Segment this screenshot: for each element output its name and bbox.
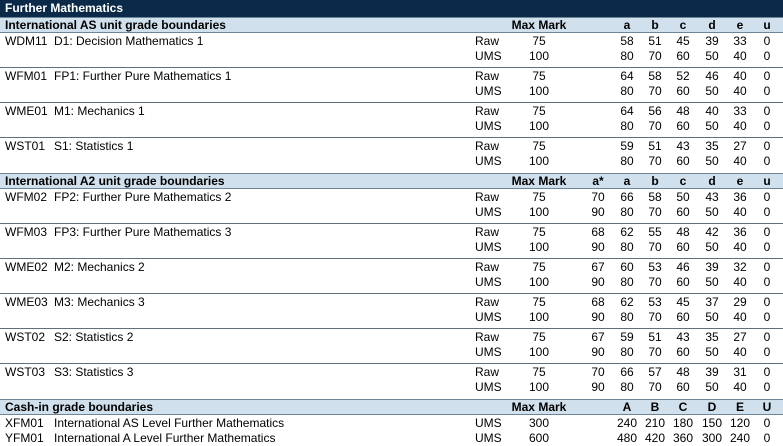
table-row bbox=[0, 139, 783, 154]
grade-mark-value: 37 bbox=[705, 295, 719, 309]
unit-code: WFM03 bbox=[5, 225, 47, 239]
mark-type-label: UMS bbox=[475, 345, 502, 359]
grade-mark-value: 40 bbox=[733, 345, 747, 359]
grade-mark-value: 90 bbox=[591, 380, 605, 394]
grade-mark-value: 53 bbox=[648, 295, 662, 309]
sheet-title: Further Mathematics bbox=[5, 1, 124, 15]
grade-mark-value: 80 bbox=[620, 84, 634, 98]
max-mark-value: 100 bbox=[528, 345, 550, 359]
grade-mark-value: 62 bbox=[620, 295, 634, 309]
grade-mark-value: 70 bbox=[648, 310, 662, 324]
unit-code: WDM11 bbox=[5, 34, 48, 48]
table-row bbox=[0, 190, 783, 205]
max-mark-value: 600 bbox=[528, 431, 550, 445]
mark-type-label: UMS bbox=[475, 49, 502, 63]
grade-mark-value: 60 bbox=[676, 345, 690, 359]
grade-mark-value: 40 bbox=[733, 49, 747, 63]
grade-mark-value: 51 bbox=[648, 34, 662, 48]
grade-mark-value: 0 bbox=[763, 416, 771, 430]
grade-mark-value: 0 bbox=[763, 225, 771, 239]
grade-mark-value: 70 bbox=[648, 49, 662, 63]
max-mark-value: 75 bbox=[532, 330, 546, 344]
grade-header: e bbox=[736, 174, 744, 188]
grade-mark-value: 90 bbox=[591, 275, 605, 289]
max-mark-value: 100 bbox=[528, 84, 550, 98]
unit-code: WST03 bbox=[5, 365, 46, 379]
grade-mark-value: 0 bbox=[763, 295, 771, 309]
grade-mark-value: 48 bbox=[676, 104, 690, 118]
mark-type-label: UMS bbox=[475, 275, 502, 289]
grade-mark-value: 42 bbox=[705, 225, 719, 239]
unit-code: WME03 bbox=[5, 295, 48, 309]
grade-mark-value: 48 bbox=[676, 225, 690, 239]
grade-header: E bbox=[735, 400, 744, 414]
grade-mark-value: 0 bbox=[763, 104, 771, 118]
grade-mark-value: 420 bbox=[644, 431, 666, 445]
unit-code: WFM02 bbox=[5, 190, 47, 204]
section-header bbox=[0, 17, 783, 33]
section-heading: International A2 unit grade boundaries bbox=[5, 174, 225, 188]
row-separator bbox=[0, 293, 783, 294]
grade-header: d bbox=[708, 18, 716, 32]
mark-type-label: Raw bbox=[475, 330, 500, 344]
grade-mark-value: 60 bbox=[676, 380, 690, 394]
max-mark-value: 75 bbox=[532, 365, 546, 379]
grade-mark-value: 0 bbox=[763, 190, 771, 204]
mark-type-label: UMS bbox=[475, 84, 502, 98]
table-row bbox=[0, 416, 783, 431]
max-mark-value: 75 bbox=[532, 190, 546, 204]
grade-mark-value: 120 bbox=[729, 416, 751, 430]
grade-mark-value: 40 bbox=[733, 275, 747, 289]
table-row bbox=[0, 345, 783, 360]
grade-mark-value: 60 bbox=[620, 260, 634, 274]
row-separator bbox=[0, 67, 783, 68]
grade-mark-value: 80 bbox=[620, 310, 634, 324]
grade-mark-value: 80 bbox=[620, 345, 634, 359]
grade-mark-value: 90 bbox=[591, 310, 605, 324]
grade-mark-value: 360 bbox=[672, 431, 694, 445]
grade-header: U bbox=[762, 400, 772, 414]
grade-mark-value: 80 bbox=[620, 119, 634, 133]
grade-mark-value: 70 bbox=[648, 205, 662, 219]
max-mark-value: 75 bbox=[532, 225, 546, 239]
max-mark-value: 100 bbox=[528, 240, 550, 254]
unit-name: M1: Mechanics 1 bbox=[54, 104, 145, 118]
grade-header: a* bbox=[592, 174, 604, 188]
section-heading: International AS unit grade boundaries bbox=[5, 18, 226, 32]
grade-mark-value: 90 bbox=[591, 345, 605, 359]
row-separator bbox=[0, 223, 783, 224]
mark-type-label: Raw bbox=[475, 225, 500, 239]
grade-mark-value: 59 bbox=[620, 330, 634, 344]
grade-mark-value: 40 bbox=[733, 205, 747, 219]
max-mark-value: 75 bbox=[532, 295, 546, 309]
mark-type-label: UMS bbox=[475, 119, 502, 133]
grade-mark-value: 51 bbox=[648, 139, 662, 153]
mark-type-label: UMS bbox=[475, 205, 502, 219]
grade-header: b bbox=[651, 174, 659, 188]
grade-mark-value: 40 bbox=[733, 84, 747, 98]
unit-name: FP1: Further Pure Mathematics 1 bbox=[54, 69, 232, 83]
mark-type-label: UMS bbox=[475, 240, 502, 254]
grade-mark-value: 90 bbox=[591, 240, 605, 254]
grade-mark-value: 70 bbox=[591, 190, 605, 204]
grade-mark-value: 0 bbox=[763, 431, 771, 445]
grade-mark-value: 70 bbox=[648, 119, 662, 133]
table-row bbox=[0, 431, 783, 446]
grade-mark-value: 62 bbox=[620, 225, 634, 239]
grade-mark-value: 51 bbox=[648, 330, 662, 344]
grade-mark-value: 33 bbox=[733, 104, 747, 118]
grade-mark-value: 40 bbox=[733, 154, 747, 168]
grade-mark-value: 0 bbox=[763, 380, 771, 394]
grade-mark-value: 0 bbox=[763, 260, 771, 274]
mark-type-label: Raw bbox=[475, 69, 500, 83]
grade-mark-value: 150 bbox=[701, 416, 723, 430]
table-row bbox=[0, 260, 783, 275]
grade-mark-value: 50 bbox=[705, 154, 719, 168]
table-row bbox=[0, 84, 783, 99]
row-separator bbox=[0, 328, 783, 329]
grade-mark-value: 0 bbox=[763, 365, 771, 379]
grade-mark-value: 40 bbox=[705, 104, 719, 118]
row-separator bbox=[0, 137, 783, 138]
grade-mark-value: 80 bbox=[620, 49, 634, 63]
table-row bbox=[0, 154, 783, 169]
grade-mark-value: 64 bbox=[620, 69, 634, 83]
grade-mark-value: 50 bbox=[705, 205, 719, 219]
grade-mark-value: 0 bbox=[763, 330, 771, 344]
grade-mark-value: 0 bbox=[763, 154, 771, 168]
grade-mark-value: 27 bbox=[733, 330, 747, 344]
grade-mark-value: 32 bbox=[733, 260, 747, 274]
grade-header: a bbox=[623, 18, 631, 32]
grade-mark-value: 50 bbox=[705, 240, 719, 254]
sheet-title-bar bbox=[0, 0, 783, 17]
mark-type-label: Raw bbox=[475, 139, 500, 153]
grade-mark-value: 43 bbox=[676, 330, 690, 344]
grade-mark-value: 35 bbox=[705, 139, 719, 153]
mark-type-label: UMS bbox=[475, 416, 502, 430]
grade-header: c bbox=[679, 174, 687, 188]
grade-mark-value: 210 bbox=[644, 416, 666, 430]
grade-mark-value: 43 bbox=[676, 139, 690, 153]
unit-name: S2: Statistics 2 bbox=[54, 330, 134, 344]
grade-mark-value: 50 bbox=[705, 380, 719, 394]
grade-mark-value: 60 bbox=[676, 205, 690, 219]
grade-mark-value: 80 bbox=[620, 275, 634, 289]
grade-mark-value: 57 bbox=[648, 365, 662, 379]
grade-mark-value: 60 bbox=[676, 119, 690, 133]
table-row bbox=[0, 119, 783, 134]
unit-code: WFM01 bbox=[5, 69, 47, 83]
table-row bbox=[0, 240, 783, 255]
grade-mark-value: 64 bbox=[620, 104, 634, 118]
grade-mark-value: 60 bbox=[676, 154, 690, 168]
table-row bbox=[0, 380, 783, 395]
row-separator bbox=[0, 102, 783, 103]
grade-mark-value: 52 bbox=[676, 69, 690, 83]
grade-mark-value: 50 bbox=[705, 345, 719, 359]
grade-mark-value: 0 bbox=[763, 139, 771, 153]
unit-name: M2: Mechanics 2 bbox=[54, 260, 145, 274]
unit-name: S1: Statistics 1 bbox=[54, 139, 134, 153]
grade-mark-value: 0 bbox=[763, 119, 771, 133]
grade-mark-value: 46 bbox=[705, 69, 719, 83]
grade-mark-value: 36 bbox=[733, 190, 747, 204]
grade-mark-value: 33 bbox=[733, 34, 747, 48]
grade-mark-value: 300 bbox=[701, 431, 723, 445]
table-row bbox=[0, 104, 783, 119]
grade-mark-value: 67 bbox=[591, 260, 605, 274]
grade-mark-value: 70 bbox=[591, 365, 605, 379]
grade-mark-value: 80 bbox=[620, 205, 634, 219]
max-mark-value: 100 bbox=[528, 205, 550, 219]
grade-mark-value: 55 bbox=[648, 225, 662, 239]
unit-name: International A Level Further Mathematics bbox=[54, 431, 276, 445]
grade-mark-value: 46 bbox=[676, 260, 690, 274]
grade-mark-value: 58 bbox=[648, 69, 662, 83]
grade-mark-value: 60 bbox=[676, 49, 690, 63]
max-mark-value: 75 bbox=[532, 260, 546, 274]
grade-mark-value: 68 bbox=[591, 225, 605, 239]
grade-mark-value: 0 bbox=[763, 49, 771, 63]
grade-mark-value: 0 bbox=[763, 205, 771, 219]
max-mark-value: 100 bbox=[528, 154, 550, 168]
grade-mark-value: 39 bbox=[705, 260, 719, 274]
max-mark-value: 100 bbox=[528, 49, 550, 63]
table-row bbox=[0, 295, 783, 310]
grade-header: a bbox=[623, 174, 631, 188]
grade-mark-value: 58 bbox=[620, 34, 634, 48]
max-mark-value: 100 bbox=[528, 380, 550, 394]
max-mark-value: 75 bbox=[532, 104, 546, 118]
section-heading: Cash-in grade boundaries bbox=[5, 400, 154, 414]
grade-mark-value: 180 bbox=[672, 416, 694, 430]
grade-mark-value: 50 bbox=[705, 84, 719, 98]
max-mark-header: Max Mark bbox=[511, 18, 567, 32]
table-row bbox=[0, 34, 783, 49]
grade-mark-value: 70 bbox=[648, 84, 662, 98]
grade-mark-value: 90 bbox=[591, 205, 605, 219]
table-row bbox=[0, 69, 783, 84]
grade-mark-value: 80 bbox=[620, 154, 634, 168]
grade-mark-value: 240 bbox=[729, 431, 751, 445]
grade-mark-value: 45 bbox=[676, 295, 690, 309]
grade-mark-value: 60 bbox=[676, 84, 690, 98]
grade-mark-value: 0 bbox=[763, 275, 771, 289]
unit-name: S3: Statistics 3 bbox=[54, 365, 134, 379]
table-row bbox=[0, 49, 783, 64]
grade-mark-value: 0 bbox=[763, 310, 771, 324]
unit-code: WME01 bbox=[5, 104, 48, 118]
max-mark-value: 75 bbox=[532, 139, 546, 153]
mark-type-label: UMS bbox=[475, 310, 502, 324]
grade-mark-value: 0 bbox=[763, 240, 771, 254]
unit-name: M3: Mechanics 3 bbox=[54, 295, 145, 309]
grade-mark-value: 40 bbox=[733, 119, 747, 133]
grade-mark-value: 50 bbox=[705, 49, 719, 63]
grade-mark-value: 40 bbox=[733, 310, 747, 324]
grade-mark-value: 39 bbox=[705, 34, 719, 48]
table-row bbox=[0, 310, 783, 325]
section-header bbox=[0, 399, 783, 415]
grade-mark-value: 56 bbox=[648, 104, 662, 118]
row-separator bbox=[0, 363, 783, 364]
max-mark-value: 100 bbox=[528, 275, 550, 289]
grade-header: D bbox=[707, 400, 717, 414]
grade-header: C bbox=[678, 400, 688, 414]
grade-mark-value: 58 bbox=[648, 190, 662, 204]
unit-code: WST02 bbox=[5, 330, 46, 344]
unit-name: D1: Decision Mathematics 1 bbox=[54, 34, 204, 48]
grade-mark-value: 70 bbox=[648, 380, 662, 394]
grade-mark-value: 50 bbox=[705, 310, 719, 324]
grade-mark-value: 43 bbox=[705, 190, 719, 204]
table-row bbox=[0, 275, 783, 290]
grade-mark-value: 45 bbox=[676, 34, 690, 48]
mark-type-label: Raw bbox=[475, 34, 500, 48]
grade-mark-value: 50 bbox=[705, 275, 719, 289]
grade-header: d bbox=[708, 174, 716, 188]
grade-mark-value: 70 bbox=[648, 240, 662, 254]
grade-mark-value: 68 bbox=[591, 295, 605, 309]
mark-type-label: UMS bbox=[475, 431, 502, 445]
grade-mark-value: 80 bbox=[620, 240, 634, 254]
grade-header: u bbox=[763, 18, 771, 32]
grade-mark-value: 70 bbox=[648, 345, 662, 359]
grade-mark-value: 0 bbox=[763, 69, 771, 83]
table-row bbox=[0, 330, 783, 345]
mark-type-label: UMS bbox=[475, 380, 502, 394]
grade-mark-value: 60 bbox=[676, 240, 690, 254]
grade-header: b bbox=[651, 18, 659, 32]
grade-mark-value: 240 bbox=[616, 416, 638, 430]
grade-mark-value: 70 bbox=[648, 154, 662, 168]
unit-code: WME02 bbox=[5, 260, 48, 274]
grade-mark-value: 0 bbox=[763, 345, 771, 359]
grade-mark-value: 70 bbox=[648, 275, 662, 289]
table-row bbox=[0, 365, 783, 380]
grade-mark-value: 59 bbox=[620, 139, 634, 153]
grade-mark-value: 40 bbox=[733, 240, 747, 254]
grade-mark-value: 480 bbox=[616, 431, 638, 445]
mark-type-label: Raw bbox=[475, 190, 500, 204]
grade-mark-value: 29 bbox=[733, 295, 747, 309]
grade-mark-value: 60 bbox=[676, 310, 690, 324]
section-header bbox=[0, 173, 783, 189]
grade-header: e bbox=[736, 18, 744, 32]
grade-mark-value: 39 bbox=[705, 365, 719, 379]
max-mark-value: 100 bbox=[528, 119, 550, 133]
max-mark-value: 75 bbox=[532, 69, 546, 83]
grade-mark-value: 40 bbox=[733, 380, 747, 394]
grade-header: B bbox=[650, 400, 660, 414]
grade-mark-value: 0 bbox=[763, 34, 771, 48]
unit-name: International AS Level Further Mathematics bbox=[54, 416, 285, 430]
max-mark-header: Max Mark bbox=[511, 400, 567, 414]
mark-type-label: Raw bbox=[475, 365, 500, 379]
table-row bbox=[0, 225, 783, 240]
unit-name: FP3: Further Pure Mathematics 3 bbox=[54, 225, 232, 239]
max-mark-value: 100 bbox=[528, 310, 550, 324]
grade-mark-value: 48 bbox=[676, 365, 690, 379]
grade-mark-value: 0 bbox=[763, 84, 771, 98]
max-mark-value: 75 bbox=[532, 34, 546, 48]
table-row bbox=[0, 205, 783, 220]
max-mark-value: 300 bbox=[528, 416, 550, 430]
unit-name: FP2: Further Pure Mathematics 2 bbox=[54, 190, 232, 204]
grade-header: A bbox=[622, 400, 632, 414]
grade-header: c bbox=[679, 18, 687, 32]
grade-header: u bbox=[763, 174, 771, 188]
row-separator bbox=[0, 258, 783, 259]
grade-mark-value: 60 bbox=[676, 275, 690, 289]
max-mark-header: Max Mark bbox=[511, 174, 567, 188]
grade-mark-value: 40 bbox=[733, 69, 747, 83]
grade-mark-value: 66 bbox=[620, 365, 634, 379]
grade-mark-value: 53 bbox=[648, 260, 662, 274]
grade-mark-value: 80 bbox=[620, 380, 634, 394]
grade-mark-value: 27 bbox=[733, 139, 747, 153]
grade-mark-value: 50 bbox=[705, 119, 719, 133]
mark-type-label: Raw bbox=[475, 295, 500, 309]
grade-mark-value: 66 bbox=[620, 190, 634, 204]
unit-code: WST01 bbox=[5, 139, 46, 153]
mark-type-label: Raw bbox=[475, 260, 500, 274]
grade-mark-value: 35 bbox=[705, 330, 719, 344]
unit-code: YFM01 bbox=[5, 431, 44, 445]
mark-type-label: UMS bbox=[475, 154, 502, 168]
grade-mark-value: 67 bbox=[591, 330, 605, 344]
grade-mark-value: 50 bbox=[676, 190, 690, 204]
grade-mark-value: 36 bbox=[733, 225, 747, 239]
unit-code: XFM01 bbox=[5, 416, 44, 430]
grade-mark-value: 31 bbox=[733, 365, 747, 379]
mark-type-label: Raw bbox=[475, 104, 500, 118]
